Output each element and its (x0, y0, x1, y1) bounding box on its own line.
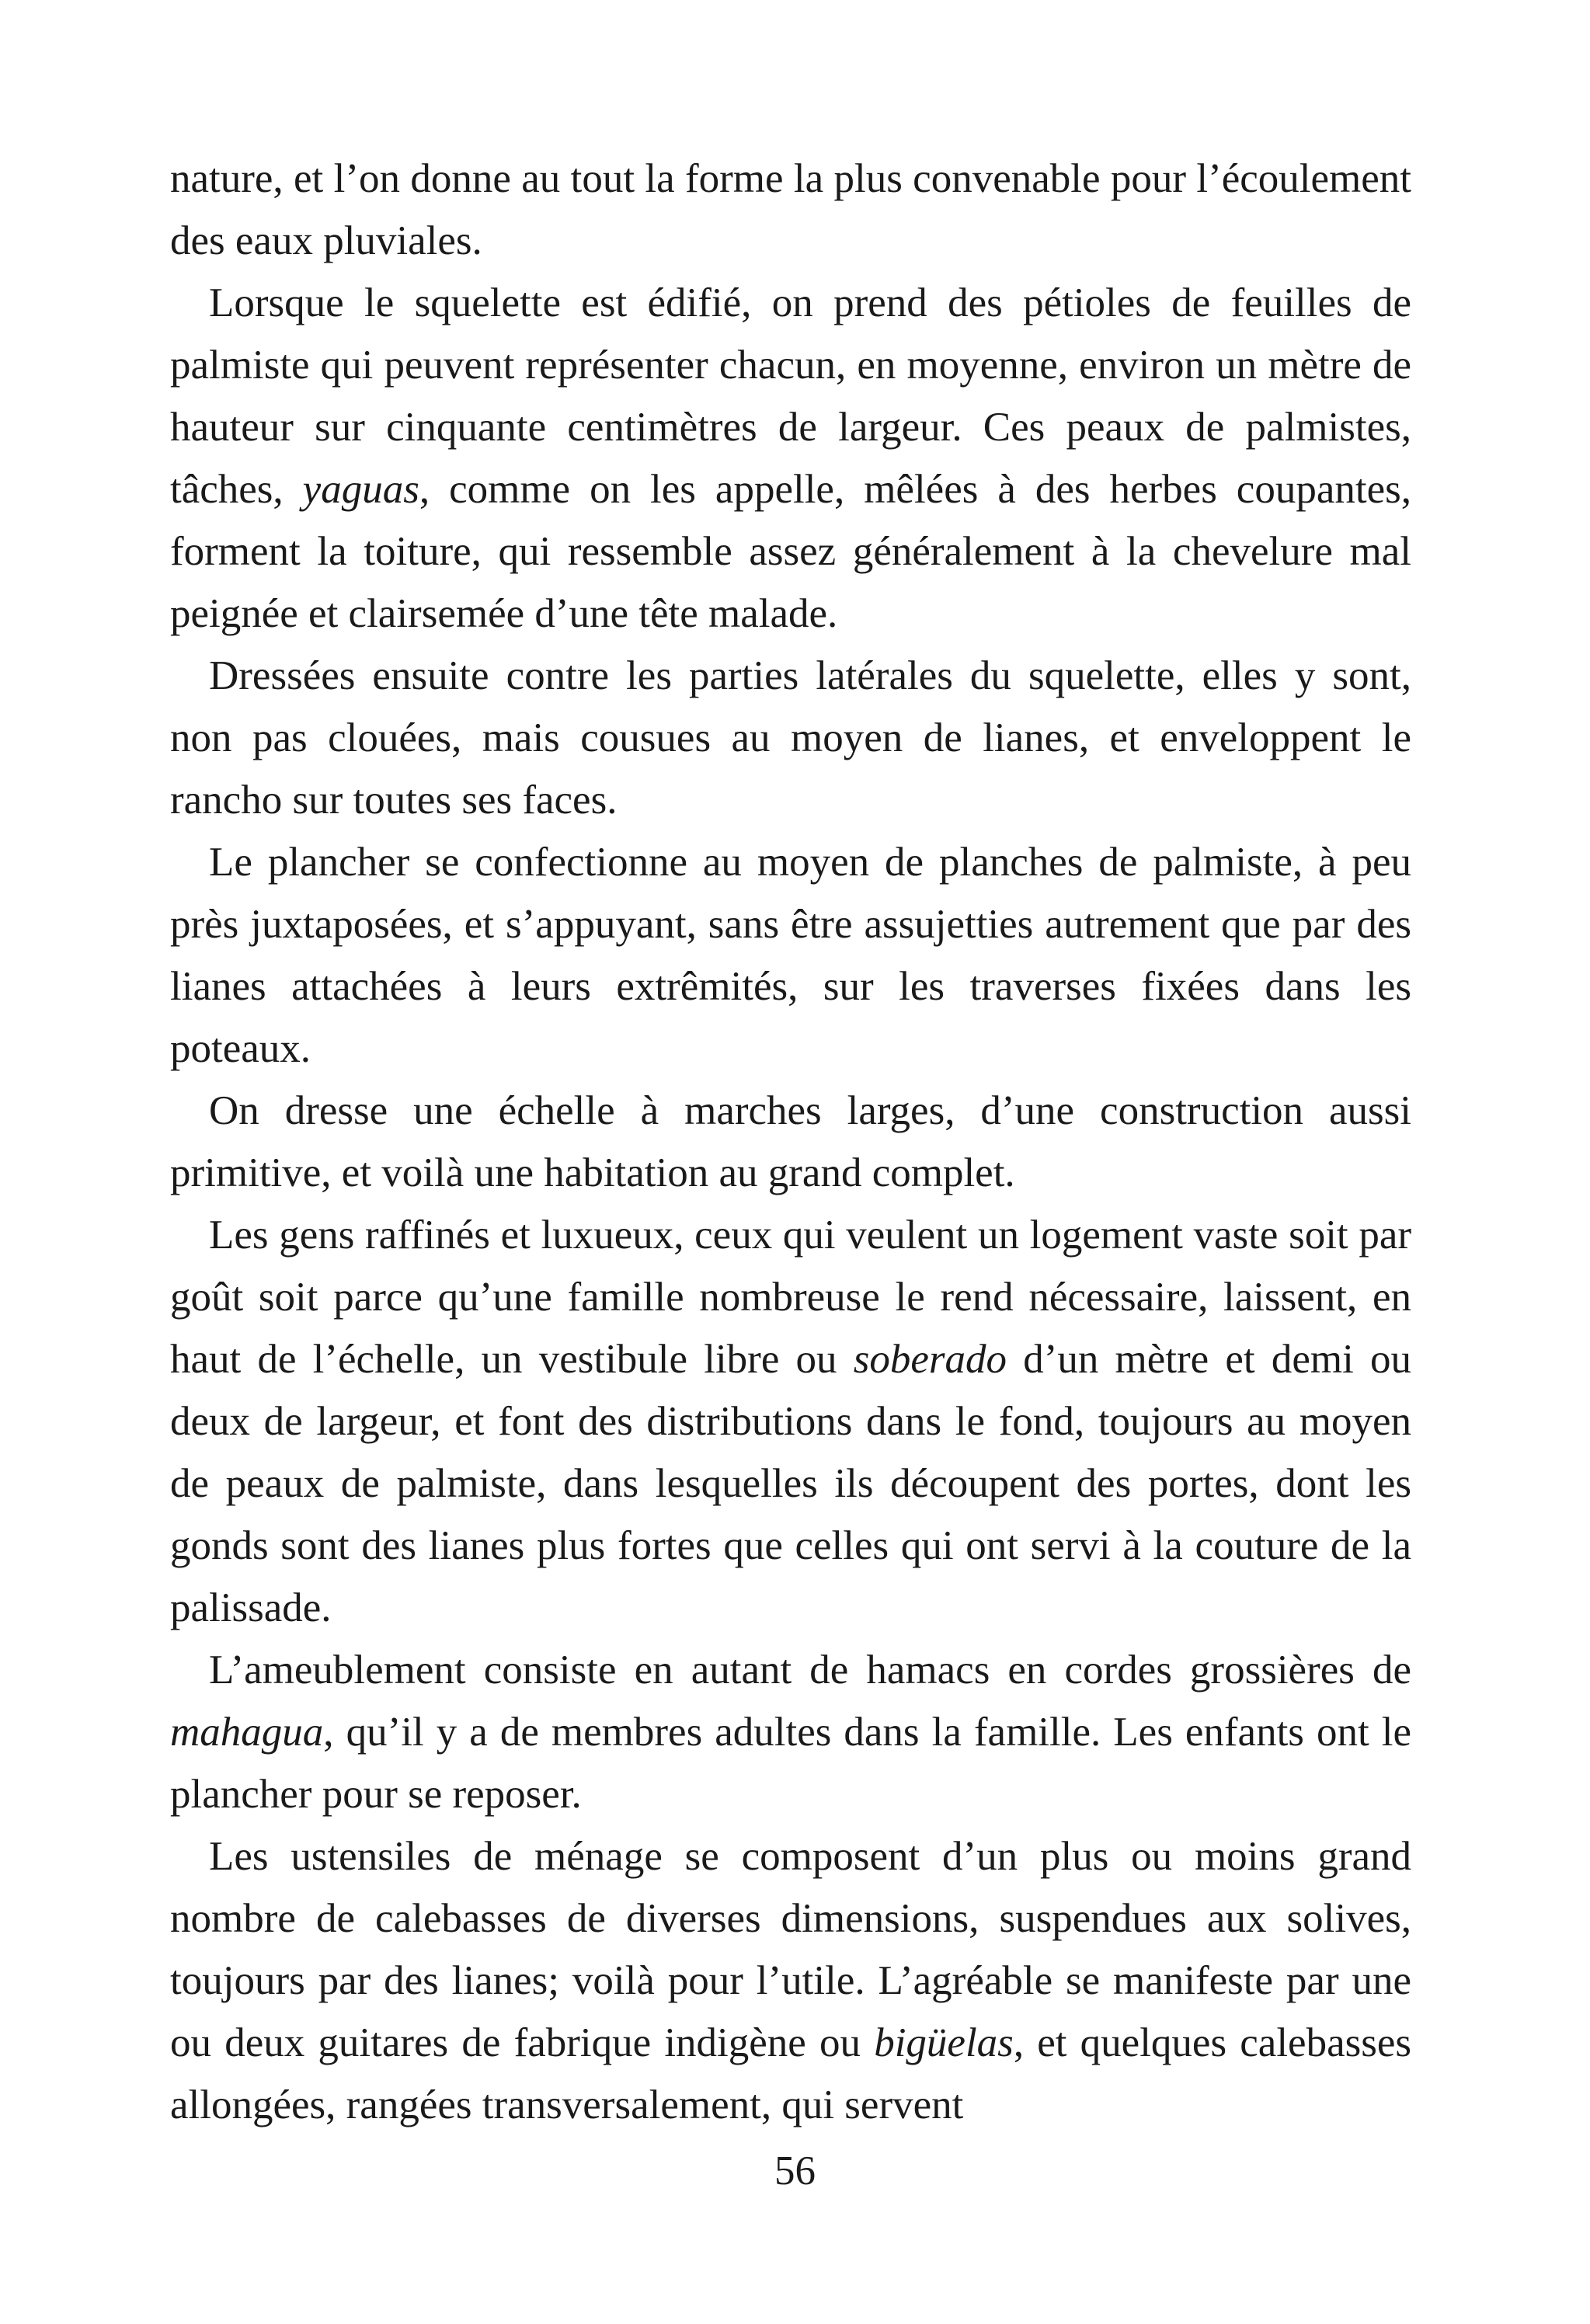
text-run: Les gens raffinés et luxueux, ceux qui veulent un logement vaste soit par goût soit parce qu’une famille nombreuse le rend nécessaire, laissent, en haut de l’échelle, un vestibule libre ou (170, 1212, 1411, 1382)
paragraph (170, 1204, 1411, 1639)
page-number: 56 (774, 2148, 816, 2194)
paragraph (170, 645, 1411, 831)
paragraph (170, 272, 1411, 645)
italic-term: bigüelas (874, 2020, 1014, 2065)
paragraph (170, 1825, 1411, 2136)
italic-term: yaguas (302, 467, 419, 512)
body-text (170, 148, 1411, 2136)
text-run: , qu’il y a de membres adultes dans la famille. Les enfants ont le plancher pour se reposer. (170, 1710, 1411, 1817)
text-run: d’un mètre et demi ou deux de largeur, et font des distributions dans le fond, toujours au moyen de peaux de palmiste, dans lesquelles ils découpent des portes, dont les gonds sont des lianes plus fortes que celles qui ont servi à la couture de la palissade. (170, 1337, 1411, 1630)
text-run: On dresse une échelle à marches larges, d’une construction aussi primitive, et voilà une habitation au grand complet. (170, 1088, 1411, 1195)
paragraph (170, 1639, 1411, 1825)
text-run: Lorsque le squelette est édifié, on prend des pétioles de feuilles de palmiste qui peuvent représenter chacun, en moyenne, environ un mètre de hauteur sur cinquante centimètres de largeur. Ces peaux de palmistes, tâches, (170, 280, 1411, 512)
text-run: Dressées ensuite contre les parties latérales du squelette, elles y sont, non pas clouées, mais cousues au moyen de lianes, et enveloppent le rancho sur toutes ses faces. (170, 653, 1411, 823)
text-run: , comme on les appelle, mêlées à des herbes coupantes, forment la toiture, qui ressemble assez généralement à la chevelure mal peignée et clairsemée d’une tête malade. (170, 467, 1411, 636)
paragraph (170, 831, 1411, 1080)
italic-term: mahagua (170, 1710, 324, 1755)
text-run: Le plancher se confectionne au moyen de planches de palmiste, à peu près juxtaposées, et s’appuyant, sans être assujetties autrement que par des lianes attachées à leurs extrêmités, sur les traverses fixées dans les poteaux. (170, 840, 1411, 1071)
text-run: , et quelques calebasses allongées, rangées transversalement, qui servent (170, 2020, 1411, 2127)
paragraph (170, 148, 1411, 272)
paragraph (170, 1080, 1411, 1204)
text-run: Les ustensiles de ménage se composent d’un plus ou moins grand nombre de calebasses de diverses dimensions, suspendues aux solives, toujours par des lianes; voilà pour l’utile. L’agréable se manifeste par une ou deux guitares de fabrique indigène ou (170, 1834, 1411, 2065)
text-run: L’ameublement consiste en autant de hamacs en cordes grossières de (209, 1647, 1411, 1693)
italic-term: soberado (853, 1337, 1007, 1382)
text-run: nature, et l’on donne au tout la forme la plus convenable pour l’écoulement des eaux pluviales. (170, 156, 1411, 263)
